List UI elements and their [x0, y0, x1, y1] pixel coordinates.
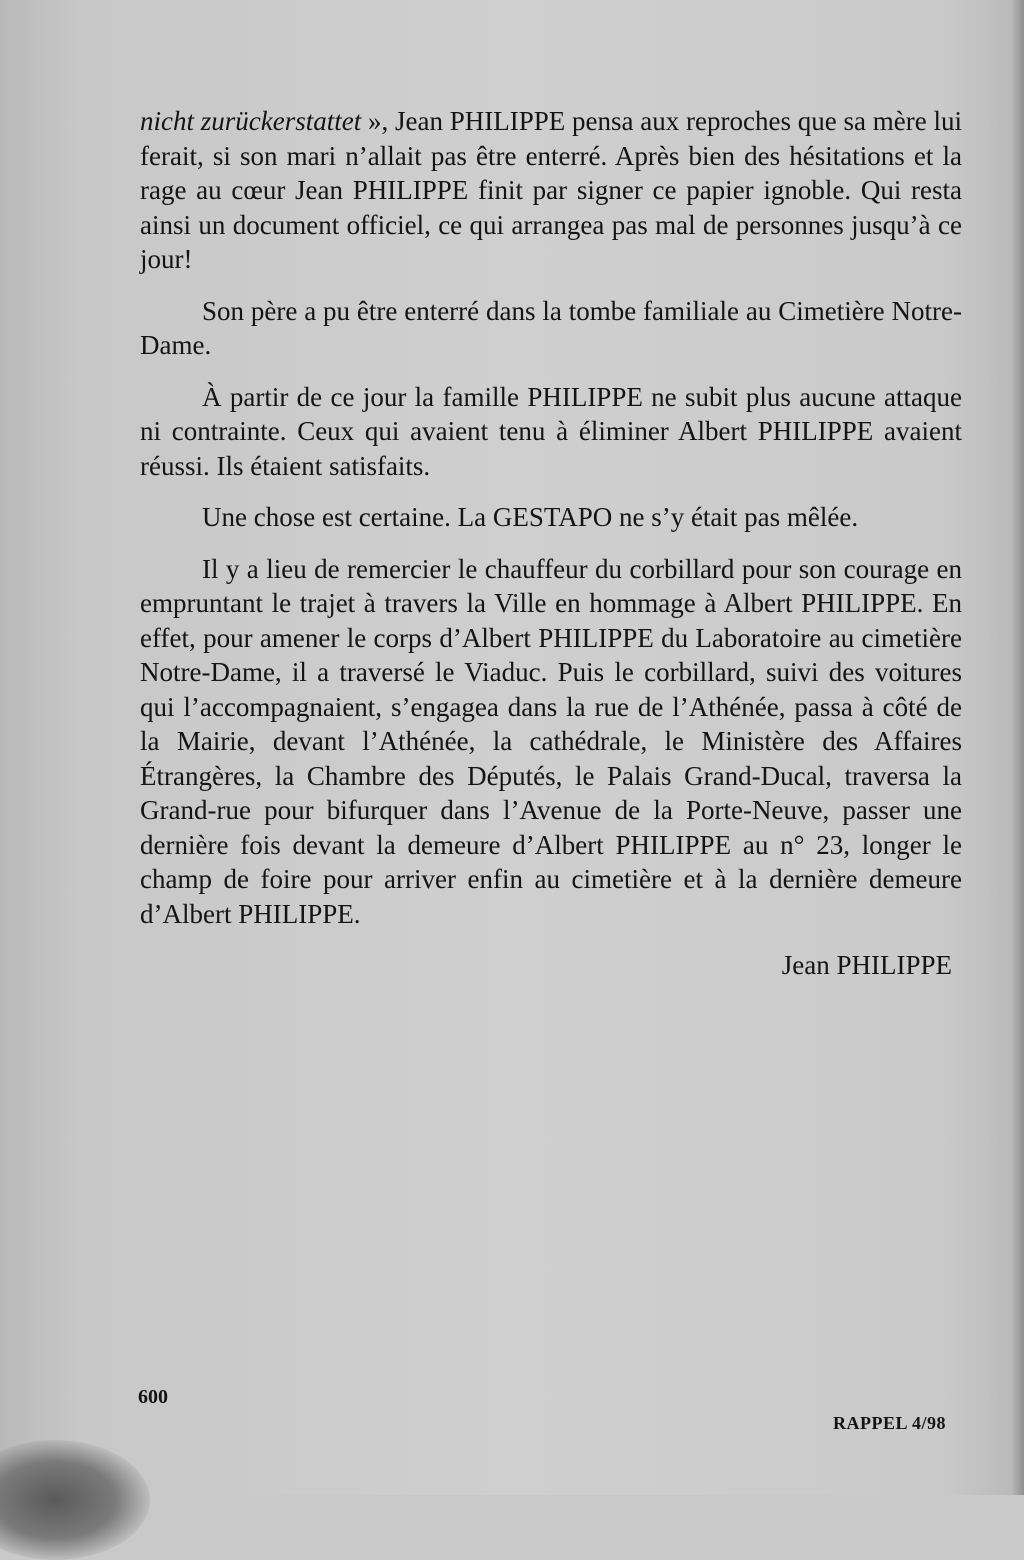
body-text	[140, 104, 962, 983]
paragraph-2: Son père a pu être enterré dans la tombe familiale au Cimetière Notre-Dame.	[140, 295, 962, 360]
page-number: 600	[138, 1386, 168, 1408]
author-signature: Jean PHILIPPE	[781, 950, 952, 980]
thumb-shadow	[0, 1440, 150, 1560]
paragraph-5: Il y a lieu de remercier le chauffeur du corbillard pour son courage en empruntant le trajet à travers la Ville en hommage à Albert PHILIPPE. En effet, pour amener le corps d’Albert PHILIPPE du Laboratoire au cimetière Notre-Dame, il a traversé le Viaduc. Puis le corbillard, suivi des voitures qui l’accompagnaient, s’engagea dans la rue de l’Athénée, passa à côté de la Mairie, devant l’Athénée, la cathédrale, le Ministère des Affaires Étrangères, la Chambre des Députés, le Palais Grand-Ducal, traversa la Grand-rue pour bifurquer dans l’Avenue de la Porte-Neuve, passer une dernière fois devant la demeure d’Albert PHILIPPE au n° 23, longer le champ de foire pour arriver enfin au cimetière et à la dernière demeure d’Albert PHILIPPE.	[140, 553, 962, 929]
german-quote: nicht zurückerstattet	[140, 106, 362, 136]
paragraph-1-text: », Jean PHILIPPE pensa aux reproches que sa mère lui ferait, si son mari n’allait pas être enterré. Après bien des hésitations et la rage au cœur Jean PHILIPPE finit par signer ce papier ignoble. Qui resta ainsi un document officiel, ce qui arrangea pas mal de personnes jusqu’à ce jour!	[140, 106, 962, 274]
journal-reference: RAPPEL 4/98	[832, 1413, 946, 1433]
paragraph-3: À partir de ce jour la famille PHILIPPE ne subit plus aucune attaque ni contrainte. Ceux qui avaient tenu à éliminer Albert PHILIPPE avaient réussi. Ils étaient satisfaits.	[140, 381, 962, 481]
paragraph-4: Une chose est certaine. La GESTAPO ne s’y était pas mêlée.	[202, 502, 859, 532]
paragraph-1	[140, 104, 962, 277]
page-edge-shadow	[1010, 0, 1024, 1495]
